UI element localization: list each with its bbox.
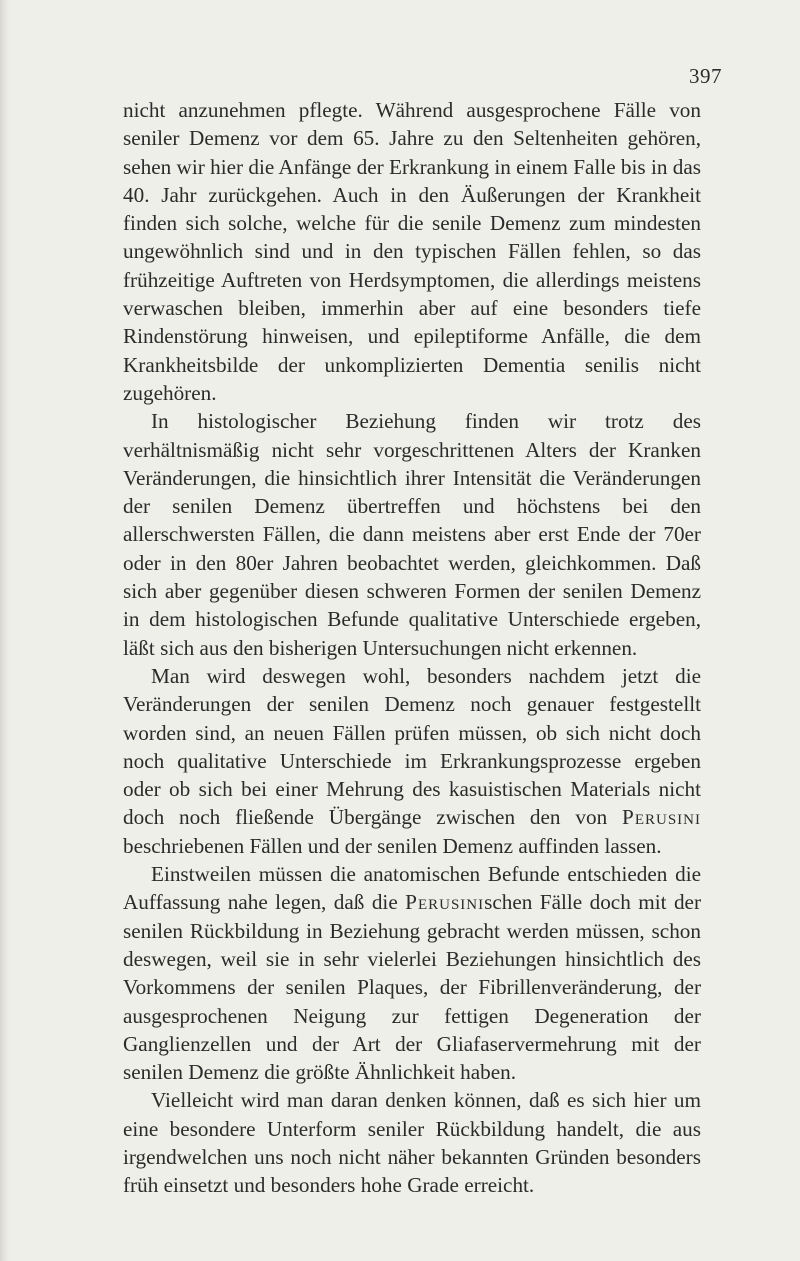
paragraph-4: [123, 860, 701, 1086]
author-name-perusini: Perusini: [405, 890, 485, 915]
paragraph-5: Vielleicht wird man daran denken können, daß es sich hier um eine besondere Unterform seniler Rückbildung handelt, die aus irgendwelchen uns noch nicht näher bekannten Gründen besonders früh einsetzt und besonders hohe Grade erreicht.: [123, 1088, 701, 1198]
paragraph-4-text-before: Einstweilen müssen die anatomischen Befunde entschieden die Auffassung nahe legen, daß die: [123, 862, 701, 915]
paragraph-3-text-after: beschriebenen Fällen und der senilen Demenz auffinden lassen.: [123, 833, 662, 858]
paragraph-3: [123, 662, 701, 860]
paragraph-2: In histologischer Beziehung finden wir trotz des verhältnismäßig nicht sehr vorgeschrittenen Alters der Kranken Veränderungen, die hinsichtlich ihrer Intensität die Veränderungen der senilen Demenz übertreffen und höchstens bei den allerschwersten Fällen, die dann meistens aber erst Ende der 70er oder in den 80er Jahren beobachtet werden, gleichkommen. Daß sich aber gegenüber diesen schweren Formen der senilen Demenz in dem histologischen Befunde qualitative Unterschiede ergeben, läßt sich aus den bisherigen Untersuchungen nicht erkennen.: [123, 409, 701, 660]
page-number: 397: [689, 64, 722, 88]
paragraph-3-text-before: Man wird deswegen wohl, besonders nachdem jetzt die Veränderungen der senilen Demenz noch genauer festgestellt worden sind, an neuen Fällen prüfen müssen, ob sich nicht doch noch qualitative Unterschiede im Erkrankungsprozesse ergeben oder ob sich bei einer Mehrung des kasuistischen Materials nicht doch noch fließende Übergänge zwischen den von: [123, 663, 701, 830]
paragraph-1: nicht anzunehmen pflegte. Während ausgesprochene Fälle von seniler Demenz vor dem 65. Jahre zu den Seltenheiten gehören, sehen wir hier die Anfänge der Erkrankung in einem Falle bis in das 40. Jahr zurückgehen. Auch in den Äußerungen der Krankheit finden sich solche, welche für die senile Demenz zum mindesten ungewöhnlich sind und in den typischen Fällen fehlen, so das frühzeitige Auftreten von Herdsymptomen, die allerdings meistens verwaschen bleiben, immerhin aber auf eine besonders tiefe Rindenstörung hinweisen, und epileptiforme Anfälle, die dem Krankheitsbilde der unkomplizierten Dementia senilis nicht zugehören.: [123, 98, 701, 405]
page-edge: [0, 0, 10, 1261]
author-name-perusini: Perusini: [622, 805, 701, 830]
body-text: [123, 96, 701, 1200]
paragraph-4-text-after: schen Fälle doch mit der senilen Rückbildung in Beziehung gebracht werden müssen, schon deswegen, weil sie in sehr vielerlei Beziehungen hinsichtlich des Vorkommens der senilen Plaques, der Fibrillenveränderung, der ausgesprochenen Neigung zur fettigen Degeneration der Ganglienzellen und der Art der Gliafaservermehrung mit der senilen Demenz die größte Ähnlichkeit haben.: [123, 890, 701, 1085]
